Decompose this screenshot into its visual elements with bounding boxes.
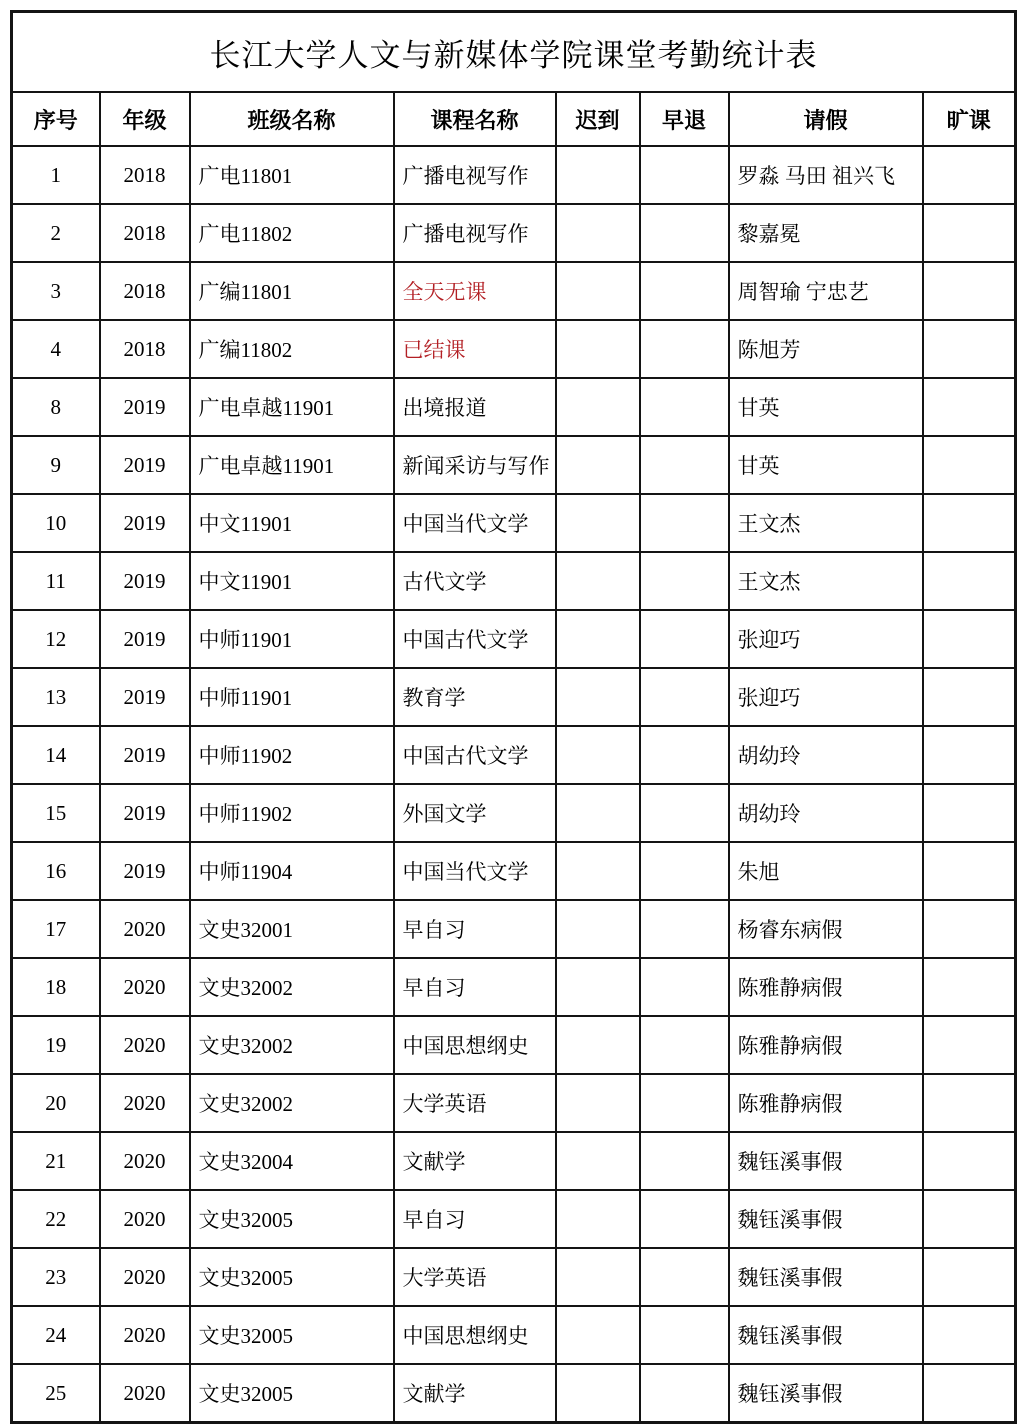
cell-no: 3: [12, 262, 100, 320]
cell-absent: [923, 784, 1016, 842]
cell-grade: 2020: [100, 1306, 190, 1364]
cell-no: 8: [12, 378, 100, 436]
cell-leave: 朱旭: [729, 842, 923, 900]
cell-no: 25: [12, 1364, 100, 1423]
cell-absent: [923, 494, 1016, 552]
cell-class-name: 文史32004: [190, 1132, 394, 1190]
table-row: [12, 610, 1016, 668]
cell-leave: 周智瑜 宁忠艺: [729, 262, 923, 320]
cell-course-name: 中国当代文学: [394, 494, 556, 552]
table-row: [12, 262, 1016, 320]
cell-grade: 2020: [100, 1132, 190, 1190]
table-row: [12, 842, 1016, 900]
cell-late: [556, 1190, 640, 1248]
table-row: [12, 1132, 1016, 1190]
cell-absent: [923, 1074, 1016, 1132]
cell-early-leave: [640, 436, 729, 494]
table-row: [12, 1016, 1016, 1074]
cell-absent: [923, 436, 1016, 494]
cell-early-leave: [640, 1364, 729, 1423]
table-row: [12, 552, 1016, 610]
cell-early-leave: [640, 1190, 729, 1248]
table-row: [12, 1364, 1016, 1423]
col-header-leave: 请假: [729, 92, 923, 146]
cell-late: [556, 1364, 640, 1423]
cell-class-name: 文史32002: [190, 1016, 394, 1074]
cell-no: 21: [12, 1132, 100, 1190]
cell-leave: 胡幼玲: [729, 726, 923, 784]
cell-grade: 2020: [100, 1016, 190, 1074]
cell-course-name: 教育学: [394, 668, 556, 726]
cell-early-leave: [640, 1074, 729, 1132]
cell-grade: 2019: [100, 784, 190, 842]
table-body: [12, 146, 1016, 1423]
cell-grade: 2019: [100, 726, 190, 784]
cell-absent: [923, 204, 1016, 262]
cell-course-name: 新闻采访与写作: [394, 436, 556, 494]
cell-class-name: 中师11902: [190, 726, 394, 784]
cell-course-name: 早自习: [394, 958, 556, 1016]
cell-no: 1: [12, 146, 100, 204]
cell-no: 17: [12, 900, 100, 958]
cell-course-name: 中国思想纲史: [394, 1016, 556, 1074]
cell-late: [556, 784, 640, 842]
cell-leave: 罗淼 马田 祖兴飞: [729, 146, 923, 204]
cell-class-name: 文史32002: [190, 1074, 394, 1132]
table-row: [12, 958, 1016, 1016]
cell-class-name: 中师11901: [190, 610, 394, 668]
cell-grade: 2018: [100, 146, 190, 204]
cell-late: [556, 1248, 640, 1306]
cell-leave: 甘英: [729, 436, 923, 494]
cell-leave: 魏钰溪事假: [729, 1190, 923, 1248]
cell-class-name: 广电卓越11901: [190, 378, 394, 436]
cell-early-leave: [640, 610, 729, 668]
cell-course-name: 文献学: [394, 1132, 556, 1190]
cell-class-name: 文史32005: [190, 1190, 394, 1248]
cell-course-name: 文献学: [394, 1364, 556, 1423]
cell-early-leave: [640, 726, 729, 784]
cell-late: [556, 146, 640, 204]
cell-grade: 2019: [100, 552, 190, 610]
table-row: [12, 146, 1016, 204]
cell-early-leave: [640, 784, 729, 842]
cell-late: [556, 726, 640, 784]
cell-class-name: 文史32002: [190, 958, 394, 1016]
cell-late: [556, 204, 640, 262]
table-row: [12, 320, 1016, 378]
cell-course-name: 已结课: [394, 320, 556, 378]
cell-grade: 2019: [100, 842, 190, 900]
table-row: [12, 1190, 1016, 1248]
cell-leave: 魏钰溪事假: [729, 1364, 923, 1423]
cell-absent: [923, 1016, 1016, 1074]
cell-grade: 2020: [100, 1190, 190, 1248]
cell-leave: 杨睿东病假: [729, 900, 923, 958]
cell-no: 13: [12, 668, 100, 726]
cell-early-leave: [640, 1132, 729, 1190]
cell-grade: 2020: [100, 900, 190, 958]
cell-no: 11: [12, 552, 100, 610]
cell-no: 4: [12, 320, 100, 378]
col-header-late: 迟到: [556, 92, 640, 146]
cell-no: 14: [12, 726, 100, 784]
cell-course-name: 中国古代文学: [394, 610, 556, 668]
cell-absent: [923, 1364, 1016, 1423]
cell-course-name: 大学英语: [394, 1074, 556, 1132]
cell-class-name: 广编11801: [190, 262, 394, 320]
cell-grade: 2020: [100, 1248, 190, 1306]
cell-late: [556, 262, 640, 320]
cell-late: [556, 610, 640, 668]
cell-absent: [923, 958, 1016, 1016]
table-row: [12, 1074, 1016, 1132]
cell-absent: [923, 610, 1016, 668]
col-header-course-name: 课程名称: [394, 92, 556, 146]
cell-grade: 2018: [100, 204, 190, 262]
table-row: [12, 204, 1016, 262]
cell-class-name: 广编11802: [190, 320, 394, 378]
cell-grade: 2020: [100, 1364, 190, 1423]
table-row: [12, 494, 1016, 552]
cell-early-leave: [640, 262, 729, 320]
cell-early-leave: [640, 146, 729, 204]
cell-early-leave: [640, 1248, 729, 1306]
cell-leave: 王文杰: [729, 552, 923, 610]
cell-grade: 2019: [100, 378, 190, 436]
cell-absent: [923, 842, 1016, 900]
col-header-early-leave: 早退: [640, 92, 729, 146]
cell-early-leave: [640, 958, 729, 1016]
cell-early-leave: [640, 1016, 729, 1074]
table-row: [12, 1306, 1016, 1364]
cell-class-name: 中师11901: [190, 668, 394, 726]
cell-leave: 陈雅静病假: [729, 1016, 923, 1074]
cell-course-name: 中国古代文学: [394, 726, 556, 784]
cell-absent: [923, 146, 1016, 204]
cell-leave: 黎嘉冕: [729, 204, 923, 262]
cell-course-name: 中国思想纲史: [394, 1306, 556, 1364]
table-row: [12, 784, 1016, 842]
cell-absent: [923, 378, 1016, 436]
cell-no: 16: [12, 842, 100, 900]
cell-grade: 2019: [100, 436, 190, 494]
cell-grade: 2019: [100, 668, 190, 726]
cell-absent: [923, 1190, 1016, 1248]
cell-course-name: 外国文学: [394, 784, 556, 842]
cell-course-name: 出境报道: [394, 378, 556, 436]
cell-absent: [923, 262, 1016, 320]
cell-early-leave: [640, 842, 729, 900]
cell-grade: 2020: [100, 1074, 190, 1132]
cell-no: 2: [12, 204, 100, 262]
cell-leave: 甘英: [729, 378, 923, 436]
cell-early-leave: [640, 552, 729, 610]
cell-no: 19: [12, 1016, 100, 1074]
cell-late: [556, 320, 640, 378]
cell-course-name: 中国当代文学: [394, 842, 556, 900]
table-row: [12, 378, 1016, 436]
cell-early-leave: [640, 204, 729, 262]
cell-class-name: 广电11801: [190, 146, 394, 204]
cell-class-name: 广电11802: [190, 204, 394, 262]
cell-leave: 张迎巧: [729, 668, 923, 726]
cell-absent: [923, 320, 1016, 378]
cell-late: [556, 436, 640, 494]
col-header-absent: 旷课: [923, 92, 1016, 146]
cell-late: [556, 1132, 640, 1190]
header-row: [12, 92, 1016, 146]
cell-leave: 陈雅静病假: [729, 958, 923, 1016]
cell-late: [556, 494, 640, 552]
col-header-no: 序号: [12, 92, 100, 146]
cell-no: 22: [12, 1190, 100, 1248]
cell-leave: 陈旭芳: [729, 320, 923, 378]
cell-class-name: 中师11902: [190, 784, 394, 842]
cell-late: [556, 668, 640, 726]
cell-late: [556, 552, 640, 610]
cell-course-name: 早自习: [394, 1190, 556, 1248]
cell-course-name: 广播电视写作: [394, 146, 556, 204]
cell-early-leave: [640, 320, 729, 378]
cell-class-name: 中师11904: [190, 842, 394, 900]
cell-early-leave: [640, 1306, 729, 1364]
cell-leave: 张迎巧: [729, 610, 923, 668]
cell-no: 15: [12, 784, 100, 842]
cell-late: [556, 1016, 640, 1074]
cell-course-name: 古代文学: [394, 552, 556, 610]
cell-course-name: 全天无课: [394, 262, 556, 320]
col-header-class-name: 班级名称: [190, 92, 394, 146]
cell-class-name: 文史32005: [190, 1248, 394, 1306]
cell-absent: [923, 900, 1016, 958]
cell-late: [556, 378, 640, 436]
cell-no: 10: [12, 494, 100, 552]
cell-leave: 王文杰: [729, 494, 923, 552]
cell-absent: [923, 1306, 1016, 1364]
cell-course-name: 早自习: [394, 900, 556, 958]
cell-grade: 2019: [100, 610, 190, 668]
cell-class-name: 文史32005: [190, 1306, 394, 1364]
cell-no: 24: [12, 1306, 100, 1364]
cell-leave: 陈雅静病假: [729, 1074, 923, 1132]
cell-no: 9: [12, 436, 100, 494]
attendance-table: [10, 10, 1017, 1424]
cell-class-name: 中文11901: [190, 552, 394, 610]
cell-late: [556, 1074, 640, 1132]
cell-class-name: 中文11901: [190, 494, 394, 552]
cell-late: [556, 842, 640, 900]
cell-leave: 胡幼玲: [729, 784, 923, 842]
cell-no: 23: [12, 1248, 100, 1306]
table-row: [12, 726, 1016, 784]
page-title: 长江大学人文与新媒体学院课堂考勤统计表: [12, 12, 1016, 93]
cell-grade: 2018: [100, 262, 190, 320]
cell-early-leave: [640, 900, 729, 958]
cell-absent: [923, 1132, 1016, 1190]
cell-grade: 2020: [100, 958, 190, 1016]
cell-early-leave: [640, 494, 729, 552]
cell-no: 12: [12, 610, 100, 668]
cell-grade: 2019: [100, 494, 190, 552]
cell-absent: [923, 1248, 1016, 1306]
table-row: [12, 1248, 1016, 1306]
cell-no: 20: [12, 1074, 100, 1132]
cell-class-name: 文史32005: [190, 1364, 394, 1423]
cell-grade: 2018: [100, 320, 190, 378]
table-row: [12, 436, 1016, 494]
cell-early-leave: [640, 378, 729, 436]
cell-late: [556, 1306, 640, 1364]
cell-class-name: 文史32001: [190, 900, 394, 958]
cell-course-name: 广播电视写作: [394, 204, 556, 262]
cell-absent: [923, 726, 1016, 784]
table-row: [12, 668, 1016, 726]
cell-late: [556, 900, 640, 958]
cell-leave: 魏钰溪事假: [729, 1248, 923, 1306]
col-header-grade: 年级: [100, 92, 190, 146]
cell-leave: 魏钰溪事假: [729, 1132, 923, 1190]
table-row: [12, 900, 1016, 958]
cell-class-name: 广电卓越11901: [190, 436, 394, 494]
cell-late: [556, 958, 640, 1016]
cell-leave: 魏钰溪事假: [729, 1306, 923, 1364]
cell-absent: [923, 668, 1016, 726]
cell-absent: [923, 552, 1016, 610]
cell-early-leave: [640, 668, 729, 726]
title-row: [12, 12, 1016, 93]
cell-course-name: 大学英语: [394, 1248, 556, 1306]
cell-no: 18: [12, 958, 100, 1016]
